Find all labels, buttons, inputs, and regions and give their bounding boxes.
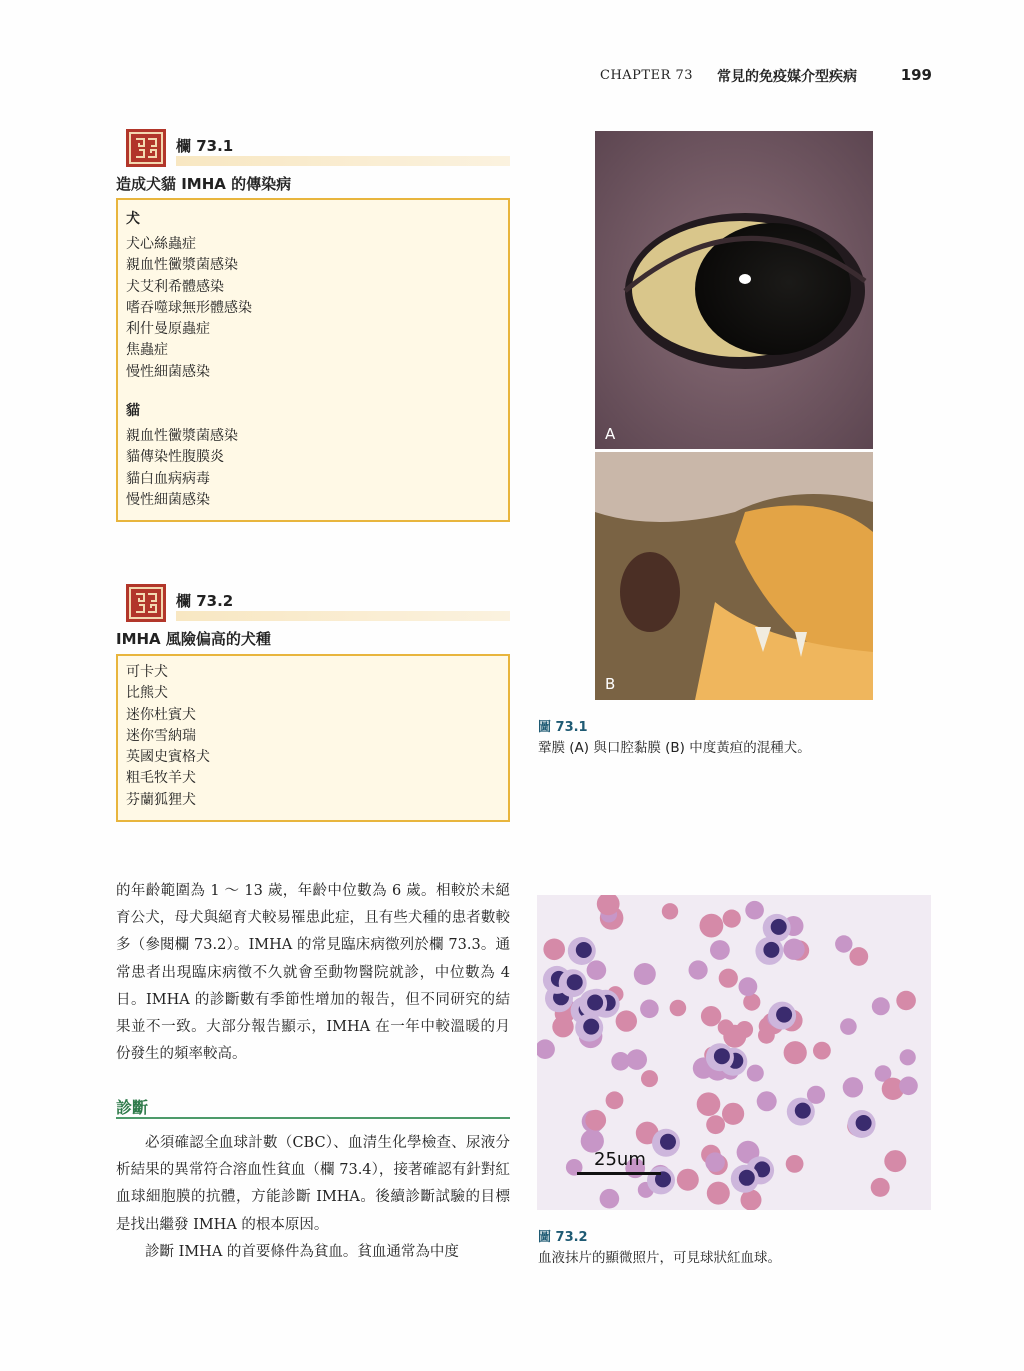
box1-title: 造成犬貓 IMHA 的傳染病	[116, 175, 292, 193]
red-blood-cell	[600, 1189, 620, 1209]
list-item: 比熊犬	[126, 685, 168, 702]
white-blood-cell	[731, 1165, 759, 1193]
figure1-photo-b	[595, 452, 873, 700]
white-blood-cell	[579, 990, 607, 1018]
red-blood-cell	[670, 1000, 687, 1017]
scale-bar	[577, 1172, 661, 1175]
section-heading: 診斷	[116, 1098, 149, 1117]
red-blood-cell	[835, 935, 852, 952]
red-blood-cell	[722, 1103, 744, 1125]
red-blood-cell	[587, 960, 607, 980]
red-blood-cell	[697, 1092, 721, 1116]
red-blood-cell	[634, 963, 656, 985]
box1-group-dog-heading: 犬	[126, 211, 140, 227]
red-blood-cell	[585, 1110, 606, 1131]
red-blood-cell	[689, 960, 708, 979]
figure1-panel-a-letter: A	[605, 425, 616, 443]
red-blood-cell	[706, 1115, 725, 1134]
chapter-number: CHAPTER 73	[600, 68, 694, 83]
list-item: 焦蟲症	[126, 342, 168, 359]
red-blood-cell	[626, 1049, 647, 1070]
red-blood-cell	[840, 1018, 857, 1035]
list-item: 慢性細菌感染	[126, 363, 210, 380]
white-blood-cell	[848, 1110, 876, 1138]
box1-group-cat-list	[126, 426, 238, 511]
red-blood-cell	[662, 903, 678, 919]
red-blood-cell	[843, 1077, 863, 1097]
figure1-caption: 鞏膜 (A) 與口腔黏膜 (B) 中度黃疸的混種犬。	[538, 740, 811, 756]
red-blood-cell	[899, 1077, 918, 1096]
white-blood-cell	[768, 1002, 796, 1030]
red-blood-cell	[701, 1006, 721, 1026]
red-blood-cell	[537, 1039, 555, 1059]
red-blood-cell	[743, 994, 760, 1011]
white-blood-cell	[647, 1166, 675, 1194]
red-blood-cell	[710, 940, 730, 960]
list-item: 慢性細菌感染	[126, 491, 210, 508]
figure2-label: 圖 73.2	[538, 1230, 588, 1245]
red-blood-cell	[707, 1182, 730, 1205]
red-blood-cell	[849, 947, 868, 966]
list-item: 迷你杜賓犬	[126, 706, 196, 723]
white-blood-cell	[575, 1014, 603, 1042]
red-blood-cell	[757, 1091, 777, 1111]
white-blood-cell	[652, 1129, 680, 1157]
running-header	[600, 66, 932, 88]
section-rule	[116, 1117, 510, 1119]
list-item: 犬艾利希體感染	[126, 278, 224, 295]
red-blood-cell	[616, 1010, 637, 1031]
box2-title: IMHA 風險偏高的犬種	[116, 630, 271, 648]
body-paragraph-2: 必須確認全血球計數（CBC）、血清生化學檢查、尿液分析結果的異常符合溶血性貧血（欄 73.4），接著確認有針對紅血球細胞膜的抗體，方能診斷 IMHA。後續診斷試驗的目標是找出繼發 IMHA 的根本原因。	[116, 1135, 510, 1233]
list-item: 迷你雪納瑞	[126, 727, 196, 744]
red-blood-cell	[739, 977, 758, 996]
box1-group-cat-heading: 貓	[126, 403, 140, 419]
box2-rule	[176, 611, 510, 621]
box1-group-dog-list	[126, 234, 252, 383]
red-blood-cell	[786, 1155, 804, 1173]
red-blood-cell	[783, 939, 804, 960]
scale-bar-label: 25um	[594, 1149, 646, 1170]
red-blood-cell	[896, 991, 916, 1011]
list-item: 親血性黴漿菌感染	[126, 428, 238, 444]
red-blood-cell	[900, 1049, 916, 1065]
list-item: 利什曼原蟲症	[126, 321, 210, 338]
red-blood-cell	[723, 1025, 746, 1048]
chapter-title: 常見的免疫媒介型疾病	[717, 69, 857, 85]
red-blood-cell	[758, 1027, 775, 1044]
box2-label: 欄 73.2	[176, 592, 234, 610]
red-blood-cell	[677, 1169, 699, 1191]
body-paragraph-1: 的年齡範圍為 1 ～ 13 歲，年齡中位數為 6 歲。相較於未絕育公犬，母犬與絕育犬較易罹患此症，且有些犬種的患者數較多（參閱欄 73.2）。IMHA 的常見臨床病徵列於欄 73.3。通常患者出現臨床病徵不久就會至動物醫院就診，中位數為 4 日。IMHA 的診斷數有季節性增加的報告，但不同研究的結果並不一致。大部分報告顯示，IMHA 在一年中較溫暖的月份發生的頻率較高。	[116, 883, 510, 1063]
figure1-label: 圖 73.1	[538, 720, 588, 735]
figure1-panel-b-letter: B	[605, 675, 616, 693]
list-item: 可卡犬	[126, 664, 168, 680]
red-blood-cell	[813, 1042, 831, 1060]
red-blood-cell	[606, 1091, 624, 1109]
figure2-caption: 血液抹片的顯微照片，可見球狀紅血球。	[538, 1250, 781, 1266]
red-blood-cell	[784, 1041, 807, 1064]
box-key-icon	[126, 584, 166, 622]
red-blood-cell	[543, 939, 565, 961]
list-item: 芬蘭狐狸犬	[126, 791, 196, 808]
red-blood-cell	[747, 1065, 764, 1082]
list-item: 犬心絲蟲症	[126, 236, 196, 252]
red-blood-cell	[871, 1178, 890, 1197]
figure2-micrograph	[537, 895, 931, 1210]
box2-frame	[116, 654, 510, 822]
red-blood-cell	[719, 969, 738, 988]
list-item: 嗜吞噬球無形體感染	[126, 299, 252, 316]
white-blood-cell	[787, 1098, 815, 1126]
red-blood-cell	[641, 1070, 658, 1087]
red-blood-cell	[705, 1152, 725, 1172]
red-blood-cell	[872, 997, 890, 1015]
box-key-icon	[126, 129, 166, 167]
white-blood-cell	[568, 937, 596, 965]
box2-breed-list	[126, 662, 210, 811]
page-number: 199	[900, 66, 932, 84]
white-blood-cell	[755, 937, 783, 965]
box1-frame	[116, 198, 510, 522]
box1-label: 欄 73.1	[176, 137, 234, 155]
red-blood-cell	[640, 1000, 659, 1019]
list-item: 貓傳染性腹膜炎	[126, 449, 224, 466]
list-item: 粗毛牧羊犬	[126, 770, 196, 787]
list-item: 英國史賓格犬	[126, 749, 210, 766]
body-paragraph-3: 診斷 IMHA 的首要條件為貧血。貧血通常為中度	[145, 1244, 459, 1260]
box1-rule	[176, 156, 510, 166]
list-item: 貓白血病病毒	[126, 470, 210, 487]
figure1-photo-a	[595, 131, 873, 449]
white-blood-cell	[706, 1043, 734, 1071]
red-blood-cell	[745, 901, 764, 920]
list-item: 親血性黴漿菌感染	[126, 257, 238, 274]
red-blood-cell	[723, 910, 741, 928]
white-blood-cell	[559, 969, 587, 997]
red-blood-cell	[884, 1150, 906, 1172]
red-blood-cell	[700, 914, 724, 938]
